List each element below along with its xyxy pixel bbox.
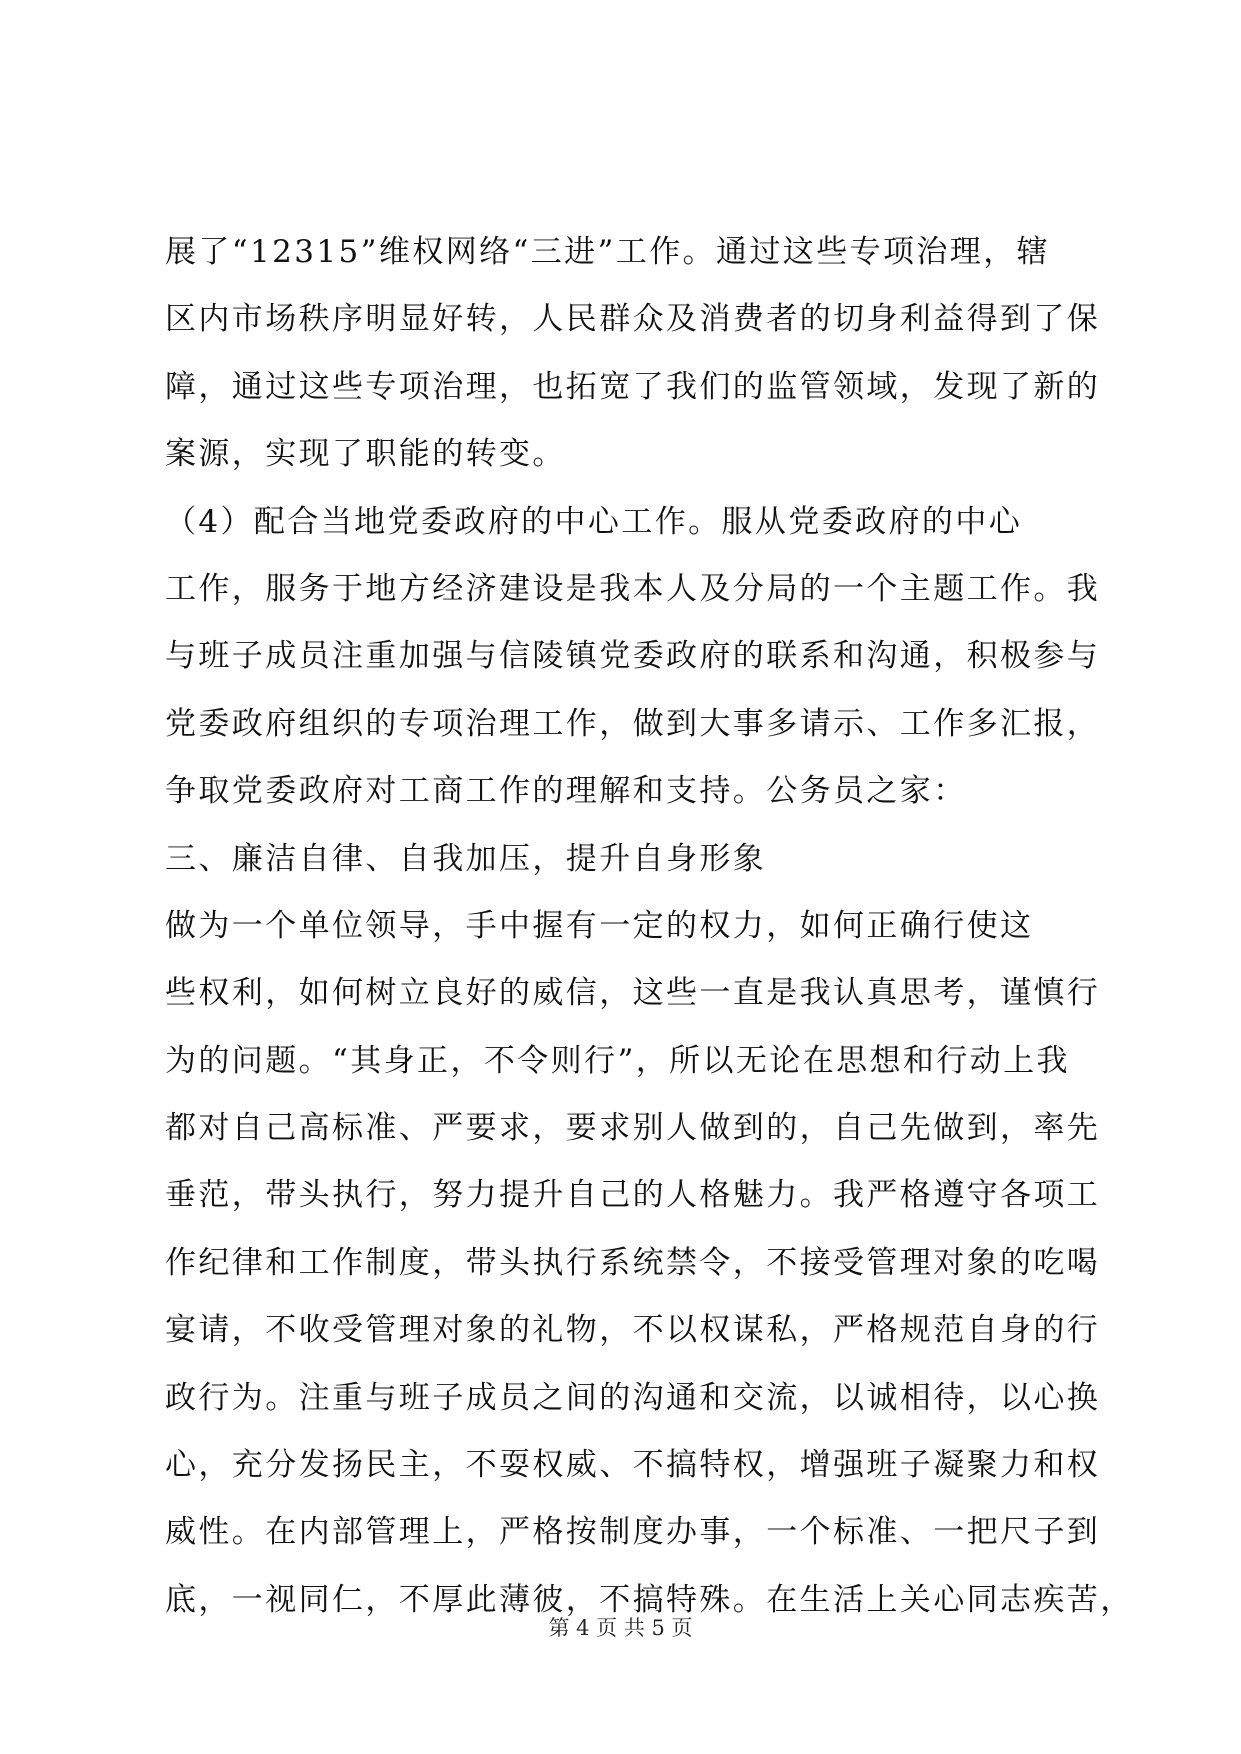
text-line: 心，充分发扬民主，不耍权威、不搞特权，增强班子凝聚力和权 — [165, 1447, 1101, 1484]
text-line: 工作，服务于地方经济建设是我本人及分局的一个主题工作。我 — [165, 570, 1101, 607]
text-line: 作纪律和工作制度，带头执行系统禁令，不接受管理对象的吃喝 — [165, 1244, 1101, 1281]
text-line: 展了“12315”维权网络“三进”工作。通过这些专项治理，辖 — [165, 234, 1051, 270]
section-heading: 三、廉洁自律、自我加压，提升自身形象 — [165, 840, 767, 877]
text-line: （4）配合当地党委政府的中心工作。服从党委政府的中心 — [165, 503, 1023, 540]
text-line: 案源，实现了职能的转变。 — [165, 436, 566, 473]
text-line: 宴请，不收受管理对象的礼物，不以权谋私，严格规范自身的行 — [165, 1312, 1101, 1349]
text-line: 区内市场秩序明显好转，人民群众及消费者的切身利益得到了保 — [165, 301, 1101, 338]
text-line: 为的问题。“其身正，不令则行”，所以无论在思想和行动上我 — [165, 1042, 1070, 1079]
text-line: 垂范，带头执行，努力提升自己的人格魅力。我严格遵守各项工 — [165, 1177, 1101, 1214]
text-line: 障，通过这些专项治理，也拓宽了我们的监管领域，发现了新的 — [165, 368, 1101, 405]
text-line: 做为一个单位领导，手中握有一定的权力，如何正确行使这 — [165, 907, 1034, 944]
text-line: 与班子成员注重加强与信陵镇党委政府的联系和沟通，积极参与 — [165, 638, 1101, 675]
text-line: 都对自己高标准、严要求，要求别人做到的，自己先做到，率先 — [165, 1110, 1101, 1147]
text-line: 些权利，如何树立良好的威信，这些一直是我认真思考，谨慎行 — [165, 975, 1101, 1012]
page-number-footer: 第 4 页 共 5 页 — [548, 1616, 693, 1640]
body-text — [165, 233, 1134, 1648]
text-line: 政行为。注重与班子成员之间的沟通和交流，以诚相待，以心换 — [165, 1379, 1101, 1416]
text-line: 底，一视同仁，不厚此薄彼，不搞特殊。在生活上关心同志疾苦， — [165, 1581, 1134, 1618]
text-line: 威性。在内部管理上，严格按制度办事，一个标准、一把尺子到 — [165, 1514, 1101, 1551]
text-line: 争取党委政府对工商工作的理解和支持。公务员之家： — [165, 773, 967, 810]
text-line: 党委政府组织的专项治理工作，做到大事多请示、工作多汇报， — [165, 705, 1101, 742]
